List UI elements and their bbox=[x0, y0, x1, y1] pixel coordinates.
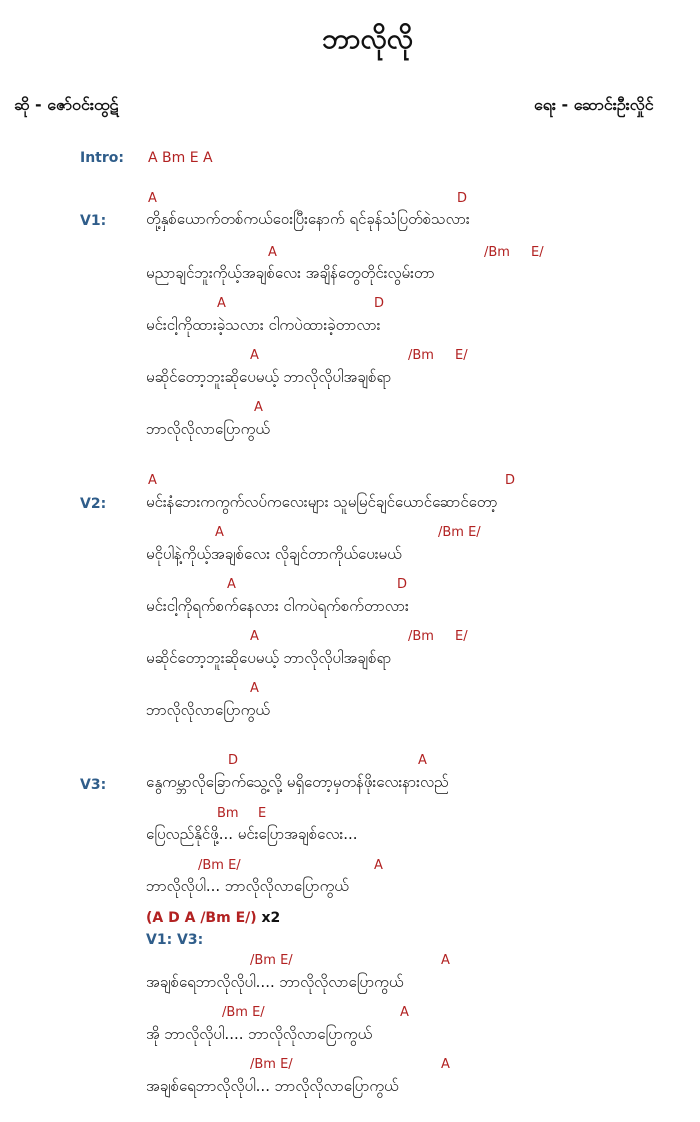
repeat-times: x2 bbox=[261, 910, 281, 926]
v2-label: V2: bbox=[80, 496, 107, 512]
lyric-line: တို့နှစ်ယောက်တစ်ကယ်ဝေးပြီးနောက် ရင်ခုန်သံပြတ်စဲသလား bbox=[146, 210, 470, 228]
lyric-line: မငိုပါနဲ့ကိုယ့်အချစ်လေး လိုချင်တာကိုယ်ပေးမယ် bbox=[146, 545, 402, 563]
chord: A bbox=[441, 953, 450, 968]
repeat-chords: A D A /Bm E/ bbox=[152, 910, 251, 926]
lyric-line: အချစ်ရေဘာလိုလိုပါ... ဘာလိုလိုလာပြောကွယ် bbox=[146, 1077, 399, 1095]
chord: E bbox=[258, 806, 267, 821]
lyric-line: ပြေလည်နိုင်ဖို့... မင်းပြောအချစ်လေး... bbox=[146, 825, 358, 843]
chord: A bbox=[374, 858, 383, 873]
lyric-line: မင်းငါ့ကိုရက်စက်နေလား ငါကပဲရက်စက်တာလား bbox=[146, 597, 409, 615]
v1-label: V1: bbox=[80, 213, 107, 229]
lyric-line: မင်းငါ့ကိုထားခဲ့သလား ငါကပဲထားခဲ့တာလား bbox=[146, 316, 381, 334]
lyric-line: မဆိုင်တော့ဘူးဆိုပေမယ့် ဘာလိုလိုပါအချစ်ရာ bbox=[146, 368, 392, 386]
chord: /Bm E/ bbox=[222, 1005, 265, 1020]
chord: /Bm E/ bbox=[250, 1057, 293, 1072]
chord: Bm bbox=[217, 806, 239, 821]
lyric-line: နွေကမ္ဘာလိုခြောက်သွေ့လို့ မရှိတော့မှတန်ဖိုးလေးနားလည် bbox=[146, 773, 449, 791]
v3-label: V3: bbox=[80, 777, 107, 793]
repeat-close: ) bbox=[250, 910, 257, 926]
writer-credit: ရေး - ဆောင်းဦးလှိုင် bbox=[534, 95, 654, 114]
outro-label: V1: V3: bbox=[146, 932, 204, 948]
chord: E/ bbox=[455, 629, 468, 644]
chord: D bbox=[228, 753, 239, 768]
chord: A bbox=[400, 1005, 409, 1020]
chord: A bbox=[250, 681, 259, 696]
chord: D bbox=[505, 473, 516, 488]
chord: A bbox=[250, 629, 259, 644]
chord: E/ bbox=[455, 348, 468, 363]
chord: A bbox=[268, 245, 277, 260]
chord: /Bm E/ bbox=[250, 953, 293, 968]
chord: D bbox=[457, 191, 468, 206]
lyric-line: အချစ်ရေဘာလိုလိုပါ.... ဘာလိုလိုလာပြောကွယ် bbox=[146, 973, 404, 991]
chord: A bbox=[148, 191, 157, 206]
chord: A bbox=[418, 753, 427, 768]
chord: /Bm E/ bbox=[438, 525, 481, 540]
chord: D bbox=[397, 577, 408, 592]
lyric-line: ဘာလိုလိုလာပြောကွယ် bbox=[146, 420, 270, 438]
chord: A bbox=[215, 525, 224, 540]
intro-label: Intro: bbox=[80, 150, 124, 166]
lyric-line: မင်းနံဘေးကကွက်လပ်ကလေးများ သူမမြင်ချင်ယောင်ဆောင်တော့ bbox=[146, 493, 498, 511]
chord: /Bm bbox=[408, 629, 434, 644]
lyric-line: အို ဘာလိုလိုပါ.... ဘာလိုလိုလာပြောကွယ် bbox=[146, 1025, 373, 1043]
song-title: ဘာလိုလို bbox=[322, 22, 413, 55]
chord: /Bm bbox=[484, 245, 510, 260]
chord: D bbox=[374, 296, 385, 311]
singer-credit: ဆို - ဇော်ဝင်းထွဋ် bbox=[14, 95, 119, 114]
lyric-line: ဘာလိုလိုလာပြောကွယ် bbox=[146, 701, 270, 719]
chord: A bbox=[254, 400, 263, 415]
lyric-line: မဆိုင်တော့ဘူးဆိုပေမယ့် ဘာလိုလိုပါအချစ်ရာ bbox=[146, 649, 392, 667]
repeat-instruction bbox=[146, 910, 280, 926]
chord: A bbox=[227, 577, 236, 592]
chord: /Bm E/ bbox=[198, 858, 241, 873]
lyric-line: မညာချင်ဘူးကိုယ့်အချစ်လေး အချိန်တွေတိုင်းလွမ်းတာ bbox=[146, 264, 435, 282]
repeat-open: ( bbox=[146, 910, 153, 926]
chord: A bbox=[148, 473, 157, 488]
intro-chords: A Bm E A bbox=[148, 150, 213, 166]
chord: E/ bbox=[531, 245, 544, 260]
chord: A bbox=[441, 1057, 450, 1072]
lyric-line: ဘာလိုလိုပါ... ဘာလိုလိုလာပြောကွယ် bbox=[146, 877, 349, 895]
chord: A bbox=[217, 296, 226, 311]
chord: A bbox=[250, 348, 259, 363]
chord: /Bm bbox=[408, 348, 434, 363]
